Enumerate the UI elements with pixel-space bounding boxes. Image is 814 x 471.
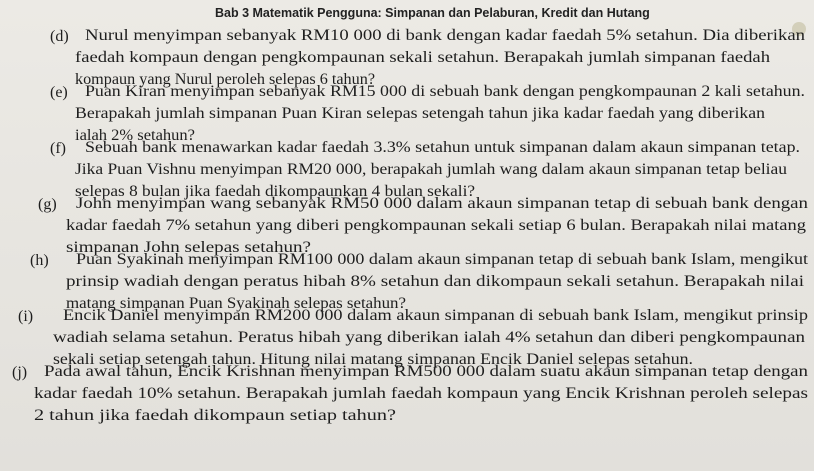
question-label: (j) — [12, 364, 28, 381]
question-text-line: kadar faedah 7% setahun yang diberi pengkompaunan sekali setiap 6 bulan. Berapakah nilai matang — [66, 217, 806, 234]
question-text-line: Puan Syakinah menyimpan RM100 000 dalam akaun simpanan tetap di sebuah bank Islam, mengikut — [76, 251, 808, 268]
question-text-line: matang simpanan Puan Syakinah selepas setahun? — [66, 295, 406, 312]
question-text-line: 2 tahun jika faedah dikompaun setiap tahun? — [34, 407, 396, 424]
question-text-line: kompaun yang Nurul peroleh selepas 6 tahun? — [75, 71, 375, 88]
question-text-line: Pada awal tahun, Encik Krishnan menyimpan RM500 000 dalam suatu akaun simpanan tetap dengan — [44, 363, 808, 380]
question-label: (e) — [50, 84, 68, 101]
question-text-line: Puan Kiran menyimpan sebanyak RM15 000 di sebuah bank dengan pengkompaunan 2 kali setahun. — [85, 83, 806, 100]
question-text-line: Sebuah bank menawarkan kadar faedah 3.3% setahun untuk simpanan dalam akaun simpanan tetap. — [85, 139, 800, 156]
question-text-line: Nurul menyimpan sebanyak RM10 000 di bank dengan kadar faedah 5% setahun. Dia diberikan — [85, 27, 806, 44]
question-label: (i) — [18, 308, 34, 325]
question-text-line: Berapakah jumlah simpanan Puan Kiran selepas setengah tahun jika kadar faedah yang diberikan — [75, 105, 766, 122]
question-label: (d) — [50, 28, 69, 45]
question-text-line: selepas 8 bulan jika faedah dikompaunkan 4 bulan sekali? — [75, 183, 475, 200]
question-label: (h) — [30, 252, 49, 269]
question-label: (g) — [38, 196, 57, 213]
question-label: (f) — [50, 140, 66, 157]
question-text-line: simpanan John selepas setahun? — [66, 239, 311, 256]
chapter-header: Bab 3 Matematik Pengguna: Simpanan dan Pelaburan, Kredit dan Hutang — [215, 6, 650, 20]
question-text-line: prinsip wadiah dengan peratus hibah 8% setahun dan dikompaun sekali setahun. Berapakah nilai — [66, 273, 805, 290]
question-text-line: ialah 2% setahun? — [75, 127, 195, 144]
question-text-line: kadar faedah 10% setahun. Berapakah jumlah faedah kompaun yang Encik Krishnan peroleh selepas — [34, 385, 808, 402]
question-text-line: Encik Daniel menyimpan RM200 000 dalam akaun simpanan di sebuah bank Islam, mengikut prinsip — [63, 307, 808, 324]
question-text-line: faedah kompaun dengan pengkompaunan sekali setahun. Berapakah jumlah simpanan faedah — [75, 49, 770, 66]
question-text-line: wadiah selama setahun. Peratus hibah yang diberikan ialah 4% setahun dan diberi pengkompaunan — [53, 329, 805, 346]
question-text-line: sekali setiap setengah tahun. Hitung nilai matang simpanan Encik Daniel selepas setahun. — [53, 351, 693, 368]
question-text-line: John menyimpan wang sebanyak RM50 000 dalam akaun simpanan tetap di sebuah bank dengan — [76, 195, 808, 212]
question-text-line: Jika Puan Vishnu menyimpan RM20 000, berapakah jumlah wang dalam akaun simpanan tetap beliau — [75, 161, 787, 178]
